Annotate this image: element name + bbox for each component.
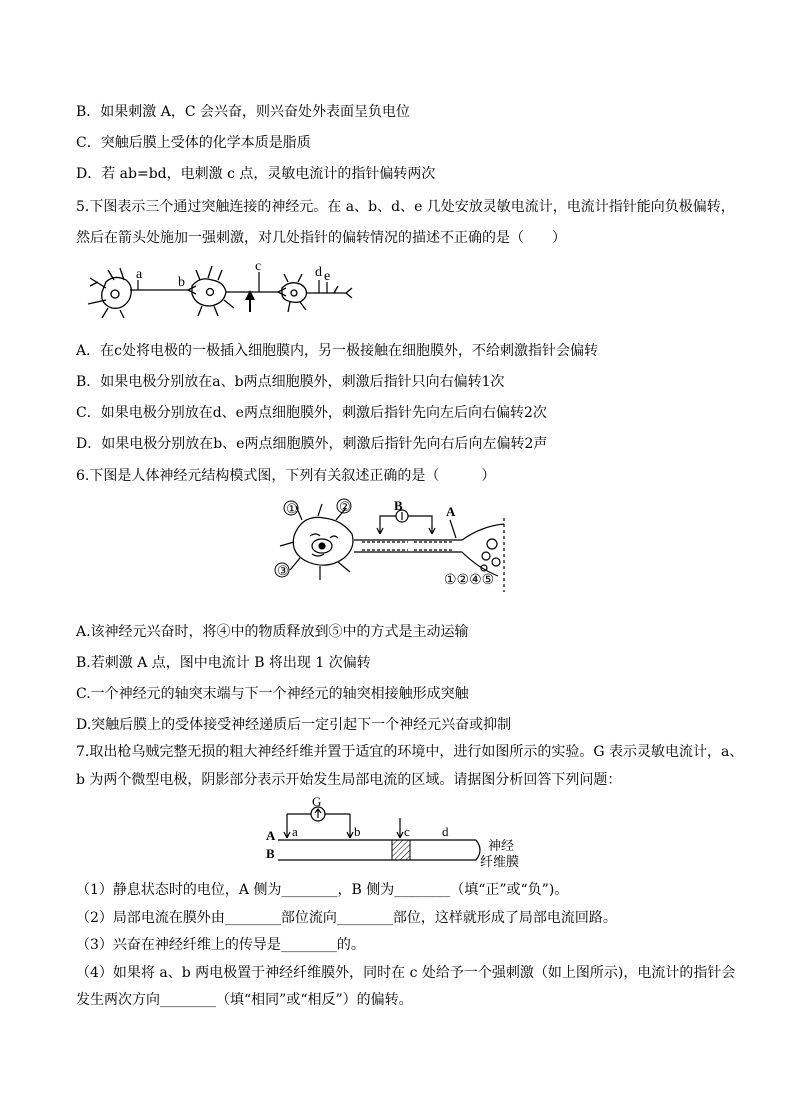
q7-label-fiber-2: 纤维膜 [480, 854, 520, 869]
q6-neuron-figure [272, 496, 522, 612]
q5-option-a: A．在c处将电极的一极插入细胞膜内，另一极接触在细胞膜外，不给刺激指针会偏转 [76, 343, 598, 359]
q5-label-b: b [178, 275, 185, 290]
q7-sub4-line2: 发生两次方向________（填“相同”或“相反”）的偏转。 [76, 992, 413, 1008]
neuron-3-body [282, 283, 306, 303]
q5-option-d: D．如果电极分别放在b、e两点细胞膜外，刺激后指针先向右后向左偏转2声 [76, 436, 548, 452]
q6-label-3: ③ [277, 563, 289, 578]
q5-option-b: B．如果电极分别放在a、b两点细胞膜外，刺激后指针只向右偏转1次 [76, 374, 505, 390]
cell-body [293, 517, 353, 565]
q6-option-c: C.一个神经元的轴突末端与下一个神经元的轴突相接触形成突触 [76, 686, 469, 702]
q6-option-d: D.突触后膜上的受体接受神经递质后一定引起下一个神经元兴奋或抑制 [76, 717, 512, 733]
q7-sub3: （3）兴奋在神经纤维上的传导是________的。 [76, 937, 365, 953]
q7-sub1: （1）静息状态时的电位，A 侧为________，B 侧为________（填“正”或“负”)。 [76, 882, 569, 898]
q7-label-c: c [404, 824, 410, 839]
q5-label-e: e [324, 269, 331, 284]
q7-fiber-figure [262, 794, 538, 870]
q5-option-c: C．如果电极分别放在d、e两点细胞膜外，刺激后指针先向左后向右偏转2次 [76, 405, 547, 421]
q6-label-1: ① [286, 501, 298, 516]
q5-neuron-figure [84, 260, 354, 322]
q7-stem-line1: 7.取出枪乌贼完整无损的粗大神经纤维并置于适宜的环境中，进行如图所示的实验。G 表示灵敏电流计，a、 [76, 744, 744, 760]
q7-stem-line2: b 为两个微型电极，阴影部分表示开始发生局部电流的区域。请据图分析回答下列问题： [76, 772, 622, 788]
q6-stem: 6.下图是人体神经元结构模式图，下列有关叙述正确的是（ ） [76, 468, 496, 484]
prev-option-b: B．如果刺激 A，C 会兴奋，则兴奋处外表面呈负电位 [76, 104, 411, 120]
q6-option-b: B.若刺激 A 点，图中电流计 B 将出现 1 次偏转 [76, 655, 371, 671]
q7-label-b: b [354, 824, 361, 839]
neuron-1-body [102, 277, 132, 308]
q5-stem-line1: 5.下图表示三个通过突触连接的神经元。在 a、b、d、e 几处安放灵敏电流计，电流计指针能向负极偏转， [76, 199, 735, 215]
q5-label-d: d [315, 265, 322, 280]
q6-label-sequence: ①②④⑤ [444, 573, 495, 588]
prev-option-c: C．突触后膜上受体的化学本质是脂质 [76, 135, 311, 151]
axon-terminal [462, 524, 504, 576]
q5-label-a: a [136, 267, 143, 282]
q7-sub4-line1: （4）如果将 a、b 两电极置于神经纤维膜外，同时在 c 处给予一个强刺激（如上图所示)，电流计的指针会 [76, 965, 736, 981]
stimulated-region [392, 840, 410, 860]
q7-label-g: G [312, 794, 322, 809]
q5-stem-line2: 然后在箭头处施加一强刺激，对几处指针的偏转情况的描述不正确的是（ ） [76, 230, 566, 246]
q7-label-side-a: A [266, 828, 276, 843]
neuron-2-body [192, 279, 226, 306]
q7-label-a: a [292, 824, 298, 839]
q7-label-d: d [442, 824, 449, 839]
q6-label-a: A [446, 504, 456, 519]
q6-option-a: A.该神经元兴奋时，将④中的物质释放到⑤中的方式是主动运输 [76, 624, 469, 640]
q5-label-c: c [255, 260, 262, 274]
q6-label-b: B [394, 498, 403, 513]
prev-option-d: D．若 ab=bd，电刺激 c 点，灵敏电流计的指针偏转两次 [76, 166, 436, 182]
q7-sub2: （2）局部电流在膜外由________部位流向________部位，这样就形成了局部电流回路。 [76, 910, 617, 926]
q7-label-side-b: B [266, 846, 275, 861]
q6-label-2: ② [339, 499, 351, 514]
q7-label-fiber-1: 神经 [488, 838, 515, 853]
